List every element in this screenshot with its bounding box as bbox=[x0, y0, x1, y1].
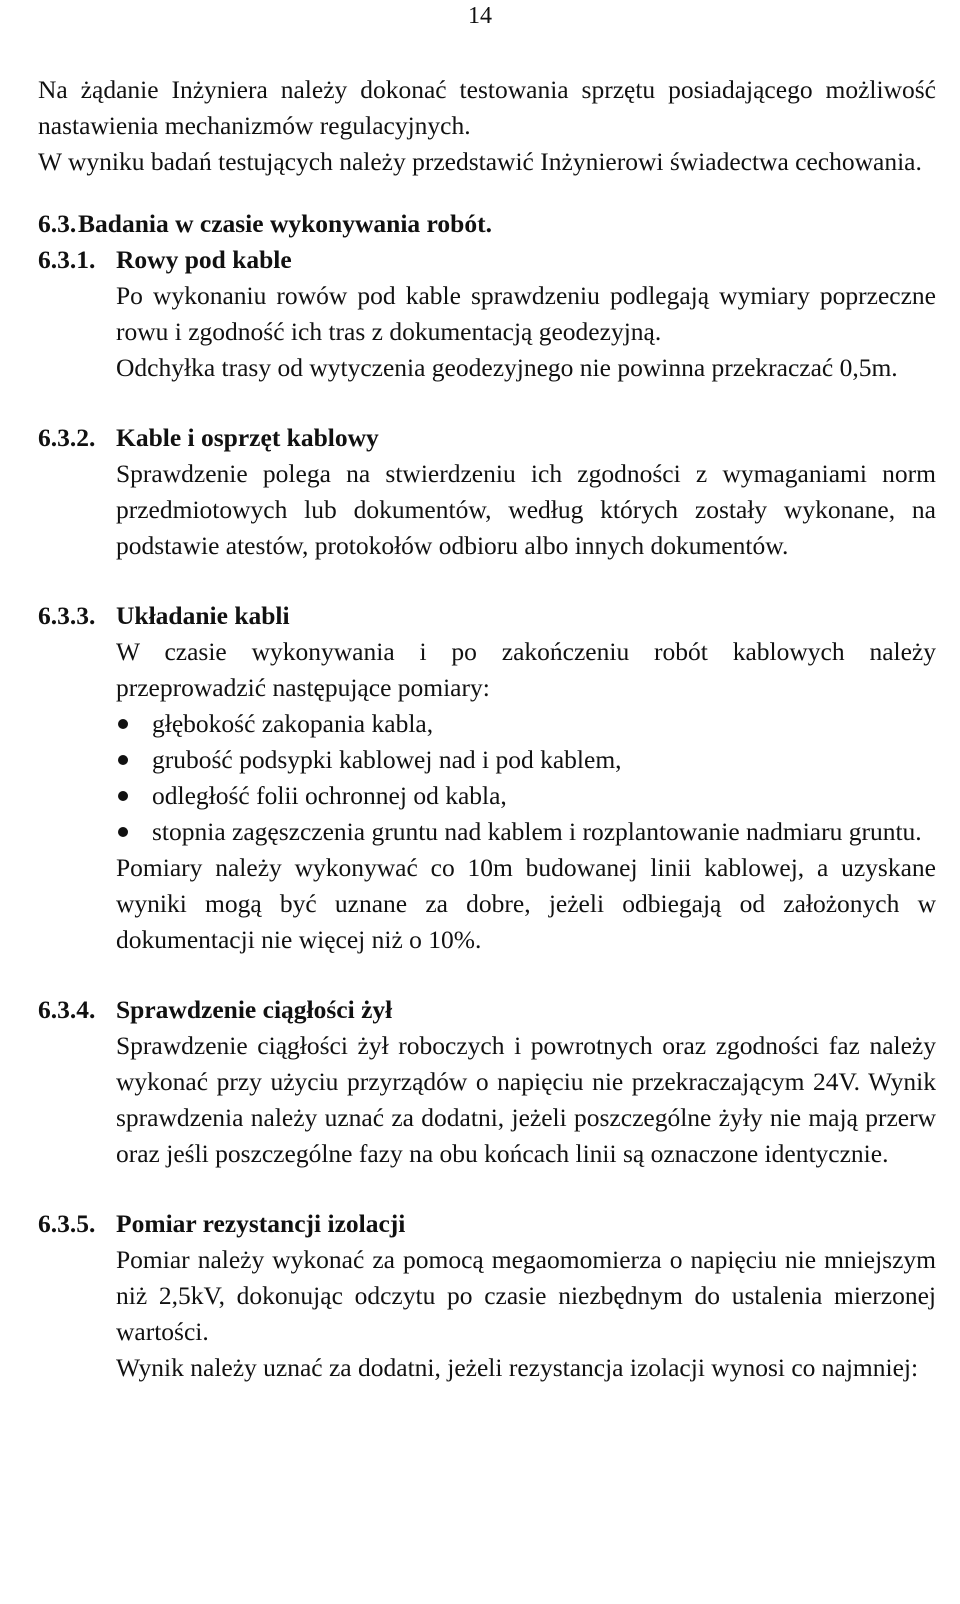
subsection-title: Układanie kabli bbox=[116, 601, 290, 630]
intro-paragraph-2: W wyniku badań testujących należy przedstawić Inżynierowi świadectwa cechowania. bbox=[38, 147, 922, 176]
intro-paragraph-1: Na żądanie Inżyniera należy dokonać testowania sprzętu posiadającego możliwość nastawienia mechanizmów regulacyjnych. bbox=[38, 75, 936, 140]
paragraph: Sprawdzenie ciągłości żył roboczych i powrotnych oraz zgodności faz należy wykonać przy użyciu przyrządów o napięciu nie przekraczającym 24V. Wynik sprawdzenia należy uznać za dodatni, jeżeli poszczególne żyły nie mają przerw oraz jeśli poszczególne fazy na obu końcach linii są oznaczone identycznie. bbox=[116, 1031, 936, 1168]
subsection-title: Pomiar rezystancji izolacji bbox=[116, 1209, 406, 1238]
paragraph: Wynik należy uznać za dodatni, jeżeli rezystancja izolacji wynosi co najmniej: bbox=[116, 1353, 919, 1382]
section-number: 6.3. bbox=[38, 209, 77, 238]
subsection-6-3-1 bbox=[38, 242, 936, 386]
measurement-list bbox=[116, 706, 936, 850]
document-body bbox=[38, 72, 936, 1386]
subsection-heading bbox=[38, 242, 936, 278]
section-title: Badania w czasie wykonywania robót. bbox=[78, 209, 492, 238]
list-item: stopnia zagęszczenia gruntu nad kablem i rozplantowanie nadmiaru gruntu. bbox=[116, 814, 936, 850]
subsection-heading bbox=[38, 1206, 936, 1242]
subsection-number: 6.3.3. bbox=[38, 601, 96, 630]
subsection-number: 6.3.2. bbox=[38, 423, 96, 452]
list-item: grubość podsypki kablowej nad i pod kablem, bbox=[116, 742, 936, 778]
subsection-title: Kable i osprzęt kablowy bbox=[116, 423, 379, 452]
subsection-heading bbox=[38, 420, 936, 456]
page-number: 14 bbox=[468, 3, 492, 29]
list-item: odległość folii ochronnej od kabla, bbox=[116, 778, 936, 814]
subsection-heading bbox=[38, 598, 936, 634]
section-heading bbox=[38, 206, 936, 242]
subsection-heading bbox=[38, 992, 936, 1028]
bullet-icon bbox=[118, 791, 128, 801]
subsection-6-3-3 bbox=[38, 598, 936, 958]
subsection-6-3-5 bbox=[38, 1206, 936, 1386]
bullet-icon bbox=[118, 755, 128, 765]
paragraph: Pomiar należy wykonać za pomocą megaomomierza o napięciu nie mniejszym niż 2,5kV, dokonując odczytu po czasie niezbędnym do ustalenia mierzonej wartości. bbox=[116, 1245, 936, 1346]
bullet-icon bbox=[118, 827, 128, 837]
subsection-title: Rowy pod kable bbox=[116, 245, 292, 274]
subsection-6-3-4 bbox=[38, 992, 936, 1172]
subsection-number: 6.3.1. bbox=[38, 245, 96, 274]
list-item: głębokość zakopania kabla, bbox=[116, 706, 936, 742]
subsection-6-3-2 bbox=[38, 420, 936, 564]
paragraph: Sprawdzenie polega na stwierdzeniu ich zgodności z wymaganiami norm przedmiotowych lub dokumentów, według których zostały wykonane, na podstawie atestów, protokołów odbioru albo innych dokumentów. bbox=[116, 459, 936, 560]
paragraph: Odchyłka trasy od wytyczenia geodezyjnego nie powinna przekraczać 0,5m. bbox=[116, 353, 898, 382]
subsection-title: Sprawdzenie ciągłości żył bbox=[116, 995, 393, 1024]
paragraph: Po wykonaniu rowów pod kable sprawdzeniu podlegają wymiary poprzeczne rowu i zgodność ich tras z dokumentacją geodezyjną. bbox=[116, 281, 936, 346]
subsection-number: 6.3.4. bbox=[38, 995, 96, 1024]
paragraph: Pomiary należy wykonywać co 10m budowanej linii kablowej, a uzyskane wyniki mogą być uznane za dobre, jeżeli odbiegają od założonych w dokumentacji nie więcej niż o 10%. bbox=[116, 853, 936, 954]
paragraph: W czasie wykonywania i po zakończeniu robót kablowych należy przeprowadzić następujące pomiary: bbox=[116, 637, 936, 702]
bullet-icon bbox=[118, 719, 128, 729]
subsection-number: 6.3.5. bbox=[38, 1209, 96, 1238]
